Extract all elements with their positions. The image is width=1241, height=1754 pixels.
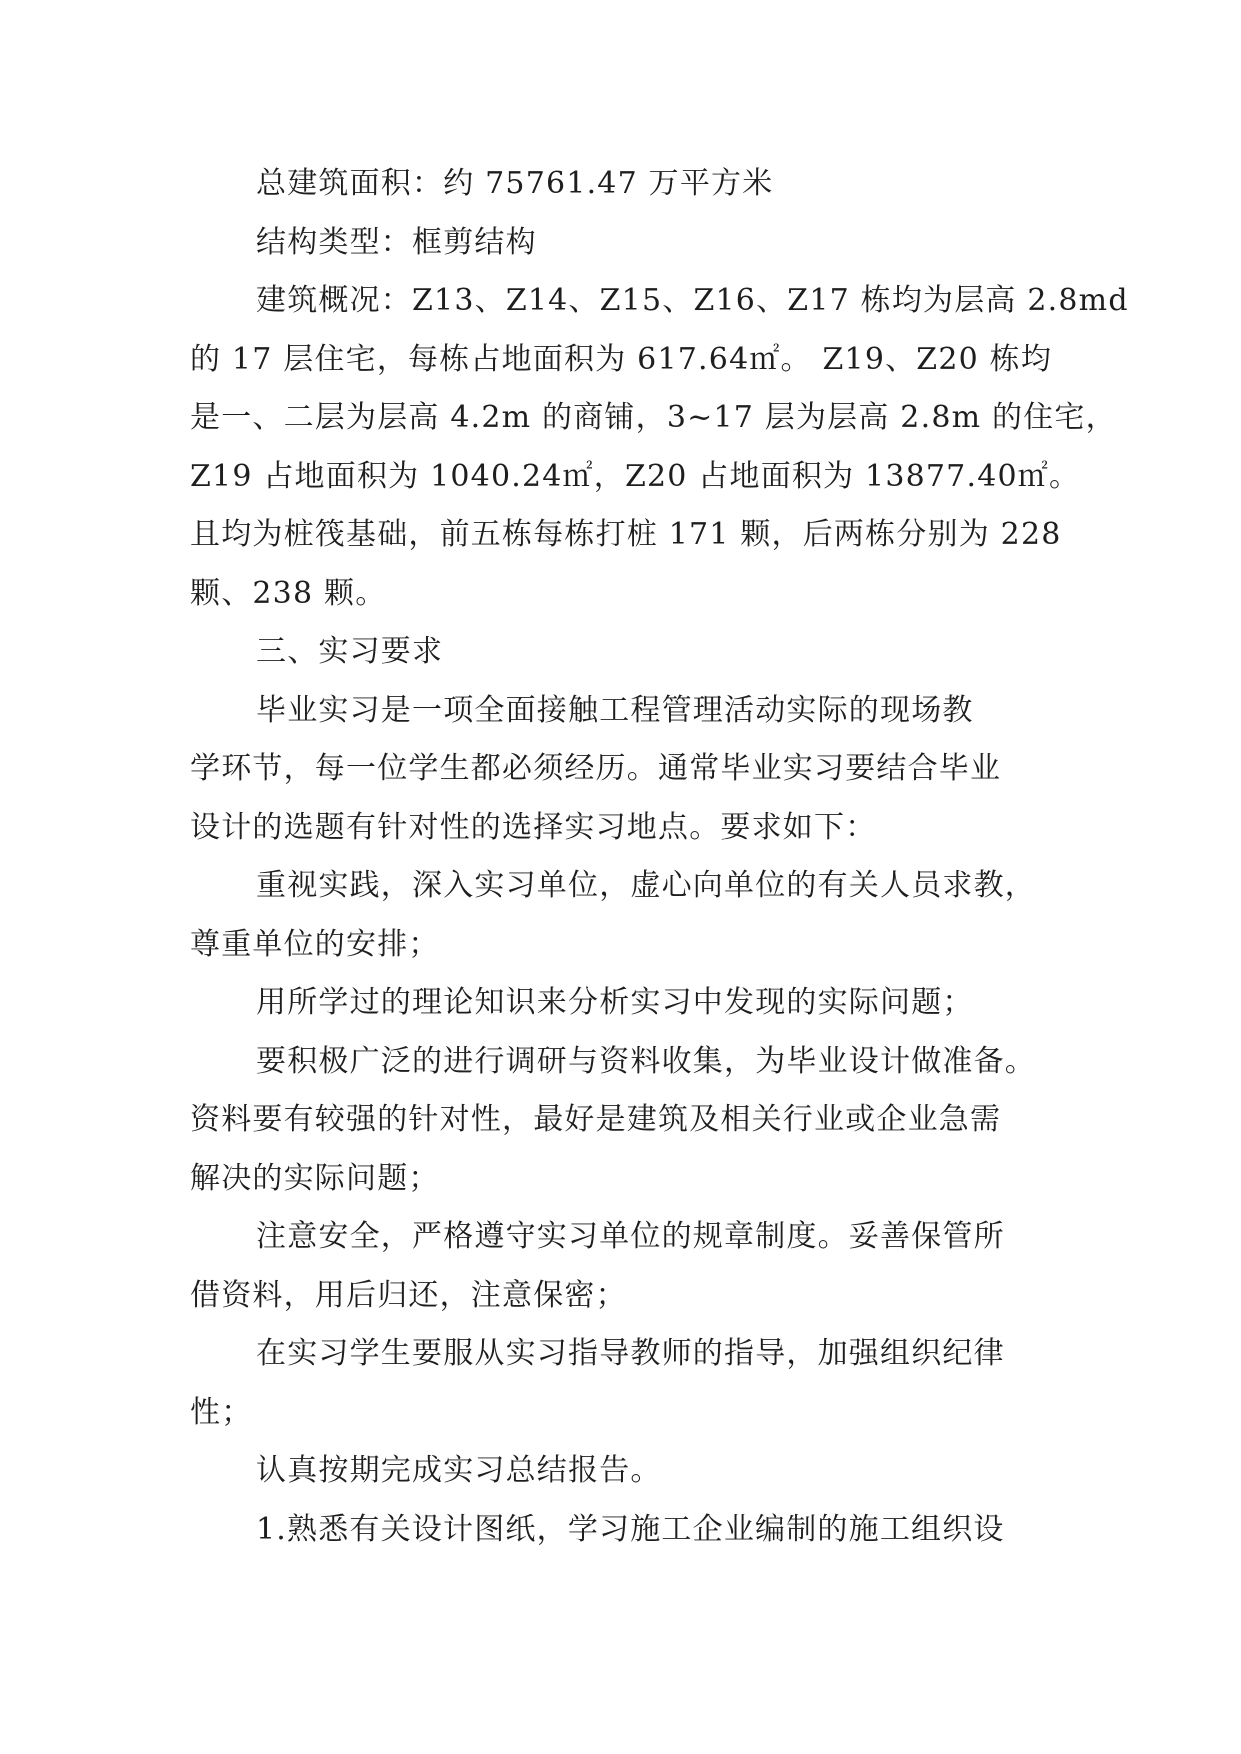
text-line-overview-3: 是一、二层为层高 4.2m 的商铺，3~17 层为层高 2.8m 的住宅， (190, 400, 1117, 435)
text-line-research-3: 解决的实际问题； (190, 1160, 440, 1196)
text-line-structure: 结构类型：框剪结构 (256, 224, 537, 260)
text-line-requirement-intro-2: 学环节，每一位学生都必须经历。通常毕业实习要结合毕业 (190, 751, 1002, 786)
document-body (190, 155, 1129, 1559)
text-line-practice-1: 重视实践，深入实习单位，虚心向单位的有关人员求教， (256, 868, 1036, 903)
text-line-research-2: 资料要有较强的针对性，最好是建筑及相关行业或企业急需 (190, 1102, 1002, 1137)
text-line-overview-2: 的 17 层住宅，每栋占地面积为 617.64㎡。 Z19、Z20 栋均 (190, 341, 1053, 377)
text-line-safety-2: 借资料，用后归还，注意保密； (190, 1277, 627, 1313)
text-line-theory: 用所学过的理论知识来分析实习中发现的实际问题； (256, 985, 974, 1020)
text-line-research-1: 要积极广泛的进行调研与资料收集，为毕业设计做准备。 (256, 1043, 1036, 1079)
text-line-overview-4: Z19 占地面积为 1040.24㎡，Z20 占地面积为 13877.40㎡。 (190, 458, 1081, 494)
text-line-requirement-intro-3: 设计的选题有针对性的选择实习地点。要求如下： (190, 809, 877, 845)
text-line-overview-5: 且均为桩筏基础，前五栋每栋打桩 171 颗，后两栋分别为 228 (190, 517, 1062, 552)
text-line-discipline-1: 在实习学生要服从实习指导教师的指导，加强组织纪律 (256, 1336, 1005, 1371)
text-line-numbered-1: 1.熟悉有关设计图纸，学习施工企业编制的施工组织设 (256, 1511, 1005, 1547)
text-line-overview-6: 颗、238 颗。 (190, 575, 387, 611)
text-line-practice-2: 尊重单位的安排； (190, 926, 440, 962)
text-line-area: 总建筑面积：约 75761.47 万平方米 (256, 166, 774, 201)
text-line-overview-1: 建筑概况：Z13、Z14、Z15、Z16、Z17 栋均为层高 2.8md (256, 283, 1129, 318)
text-line-report: 认真按期完成实习总结报告。 (256, 1453, 662, 1488)
text-line-discipline-2: 性； (190, 1394, 253, 1430)
text-line-safety-1: 注意安全，严格遵守实习单位的规章制度。妥善保管所 (256, 1219, 1005, 1254)
text-line-requirement-intro-1: 毕业实习是一项全面接触工程管理活动实际的现场教 (256, 692, 974, 728)
section-heading: 三、实习要求 (256, 634, 444, 669)
